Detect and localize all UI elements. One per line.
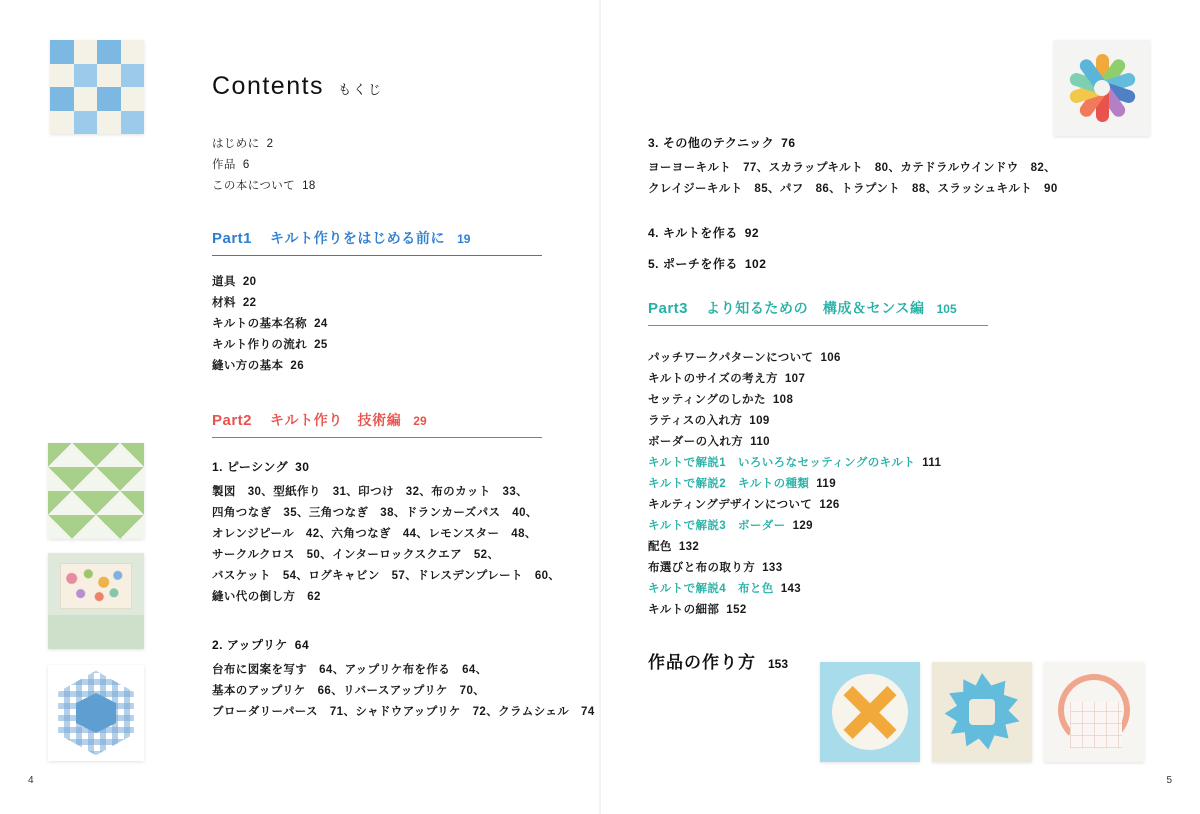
toc-entry[interactable] bbox=[648, 558, 941, 579]
toc-page: 126 bbox=[819, 499, 840, 511]
toc-label: 配色 bbox=[648, 541, 672, 553]
applique-ring-block-photo bbox=[1044, 662, 1144, 762]
toc-entry[interactable] bbox=[212, 155, 316, 176]
toc-label: 作品 bbox=[212, 159, 236, 171]
part2-tag: Part2 bbox=[212, 412, 253, 429]
toc-page: 2 bbox=[266, 138, 274, 150]
folio-left: 4 bbox=[28, 775, 34, 786]
folio-right: 5 bbox=[1166, 775, 1172, 786]
toc-entry[interactable] bbox=[212, 335, 328, 356]
toc-label: キルト作りの流れ bbox=[212, 339, 308, 351]
section-title[interactable] bbox=[648, 134, 1058, 151]
toc-entry[interactable] bbox=[648, 369, 941, 390]
toc-entry[interactable] bbox=[648, 390, 941, 411]
toc-page: 133 bbox=[762, 562, 783, 574]
part3-rule bbox=[648, 325, 988, 326]
section-make-quilt-and-pouch bbox=[648, 224, 766, 279]
part1-rule bbox=[212, 255, 542, 256]
circle-cross-block-photo bbox=[820, 662, 920, 762]
part2-page: 29 bbox=[413, 414, 427, 428]
section-detail-line: 基本のアップリケ 66、リバースアップリケ 70、 bbox=[212, 685, 486, 697]
section-label: 2. アップリケ bbox=[212, 638, 288, 652]
section-label: 3. その他のテクニック bbox=[648, 136, 775, 150]
section-page: 64 bbox=[294, 638, 310, 652]
part3-item-list bbox=[648, 348, 941, 621]
toc-entry[interactable] bbox=[212, 272, 328, 293]
toc-page: 24 bbox=[314, 318, 328, 330]
toc-page: 109 bbox=[749, 415, 770, 427]
toc-entry[interactable] bbox=[212, 293, 328, 314]
toc-label: パッチワークパターンについて bbox=[648, 352, 814, 364]
toc-label: セッティングのしかた bbox=[648, 394, 766, 406]
toc-label: キルトのサイズの考え方 bbox=[648, 373, 778, 385]
toc-label: キルトで解説2 キルトの種類 bbox=[648, 478, 810, 490]
part1-name: キルト作りをはじめる前に bbox=[270, 230, 446, 246]
toc-label: この本について bbox=[212, 180, 296, 192]
toc-label: キルトで解説3 ボーダー bbox=[648, 520, 786, 532]
section-title[interactable] bbox=[648, 224, 766, 241]
section-detail-line: 縫い代の倒し方 62 bbox=[212, 591, 321, 603]
toc-entry[interactable] bbox=[212, 176, 316, 197]
front-matter-list bbox=[212, 134, 316, 197]
part1-item-list bbox=[212, 272, 328, 377]
section-page: 92 bbox=[744, 226, 760, 240]
works-page: 153 bbox=[768, 657, 789, 671]
toc-entry[interactable] bbox=[648, 348, 941, 369]
toc-page: 20 bbox=[242, 276, 257, 288]
toc-page: 26 bbox=[290, 360, 304, 372]
part3-page: 105 bbox=[936, 302, 957, 316]
toc-page: 18 bbox=[302, 180, 316, 192]
section-detail-line: ヨーヨーキルト 77、スカラップキルト 80、カテドラルウインドウ 82、 bbox=[648, 162, 1057, 174]
toc-page: 106 bbox=[820, 352, 841, 364]
toc-label: 縫い方の基本 bbox=[212, 360, 284, 372]
toc-page: 111 bbox=[922, 457, 942, 469]
section-title[interactable] bbox=[212, 636, 595, 653]
toc-page: 132 bbox=[678, 541, 700, 553]
section-title[interactable] bbox=[648, 255, 766, 272]
toc-label: 材料 bbox=[212, 297, 236, 309]
toc-entry[interactable] bbox=[648, 432, 941, 453]
toc-label: ラティスの入れ方 bbox=[648, 415, 743, 427]
green-triangle-quilt-block-photo bbox=[48, 443, 144, 539]
page-title bbox=[212, 72, 383, 101]
toc-label: ボーダーの入れ方 bbox=[648, 436, 744, 448]
toc-entry[interactable] bbox=[648, 411, 941, 432]
part2-name: キルト作り 技術編 bbox=[270, 412, 402, 428]
part3-tag: Part3 bbox=[648, 300, 689, 317]
toc-entry[interactable] bbox=[648, 516, 941, 537]
toc-entry[interactable] bbox=[212, 134, 316, 155]
section-detail-line: 四角つなぎ 35、三角つなぎ 38、ドランカーズパス 40、 bbox=[212, 507, 538, 519]
section-detail-line: バスケット 54、ログキャビン 57、ドレスデンプレート 60、 bbox=[212, 570, 561, 582]
section-detail-line: 製図 30、型紙作り 31、印つけ 32、布のカット 33、 bbox=[212, 486, 529, 498]
section-detail-line: ブローダリーパース 71、シャドウアップリケ 72、クラムシェル 74 bbox=[212, 706, 595, 718]
toc-page: 110 bbox=[750, 436, 770, 448]
part1-tag: Part1 bbox=[212, 230, 253, 247]
section-detail-line: 台布に図案を写す 64、アップリケ布を作る 64、 bbox=[212, 664, 488, 676]
toc-entry[interactable] bbox=[648, 495, 941, 516]
part2-section-piecing bbox=[212, 458, 560, 608]
cathedral-window-block-photo bbox=[932, 662, 1032, 762]
dresden-plate-block-photo bbox=[1054, 40, 1150, 136]
section-label: 1. ピーシング bbox=[212, 460, 289, 474]
part1-heading bbox=[212, 228, 542, 256]
toc-entry[interactable] bbox=[212, 314, 328, 335]
toc-page: 22 bbox=[242, 297, 257, 309]
section-label: 5. ポーチを作る bbox=[648, 257, 738, 271]
part3-name: より知るための 構成＆センス編 bbox=[706, 300, 925, 316]
toc-page: 108 bbox=[772, 394, 794, 406]
checkerboard-quilt-block-photo bbox=[50, 40, 144, 134]
part2-heading bbox=[212, 410, 542, 438]
toc-page: 143 bbox=[780, 583, 802, 595]
toc-label: 布選びと布の取り方 bbox=[648, 562, 756, 574]
part2-rule bbox=[212, 437, 542, 438]
hexagon-flower-block-photo bbox=[48, 665, 144, 761]
toc-label: キルティングデザインについて bbox=[648, 499, 813, 511]
section-page: 30 bbox=[295, 460, 310, 474]
section-label: 4. キルトを作る bbox=[648, 226, 738, 240]
section-page: 102 bbox=[744, 257, 767, 271]
part3-heading bbox=[648, 298, 988, 326]
floral-patchwork-block-photo bbox=[48, 553, 144, 649]
toc-label: キルトの基本名称 bbox=[212, 318, 308, 330]
toc-page: 25 bbox=[314, 339, 328, 351]
page-gutter bbox=[599, 0, 601, 814]
section-detail-line: サークルクロス 50、インターロックスクエア 52、 bbox=[212, 549, 500, 561]
part1-page: 19 bbox=[457, 232, 471, 246]
toc-entry[interactable] bbox=[648, 474, 941, 495]
toc-page: 6 bbox=[242, 159, 250, 171]
toc-entry[interactable] bbox=[648, 600, 941, 621]
toc-label: キルトの細部 bbox=[648, 604, 720, 616]
toc-label: 道具 bbox=[212, 276, 236, 288]
toc-entry[interactable] bbox=[212, 356, 328, 377]
toc-label: キルトで解説4 布と色 bbox=[648, 583, 774, 595]
section-page: 76 bbox=[781, 136, 796, 150]
toc-page: 107 bbox=[784, 373, 806, 385]
contents-title-en: Contents bbox=[212, 72, 325, 100]
toc-label: はじめに bbox=[212, 138, 260, 150]
section-detail-line: クレイジーキルト 85、パフ 86、トラプント 88、スラッシュキルト 90 bbox=[648, 183, 1058, 195]
part2-section-applique bbox=[212, 636, 595, 723]
toc-entry[interactable] bbox=[648, 537, 941, 558]
toc-label: キルトで解説1 いろいろなセッティングのキルト bbox=[648, 457, 916, 469]
works-title: 作品の作り方 bbox=[648, 653, 756, 672]
section-title[interactable] bbox=[212, 458, 560, 475]
toc-entry[interactable] bbox=[648, 579, 941, 600]
toc-page: 119 bbox=[816, 478, 837, 490]
toc-entry[interactable] bbox=[648, 453, 941, 474]
section-detail-line: オレンジピール 42、六角つなぎ 44、レモンスター 48、 bbox=[212, 528, 537, 540]
works-how-to-heading[interactable] bbox=[648, 648, 788, 673]
toc-page: 152 bbox=[726, 604, 747, 616]
section-other-techniques bbox=[648, 134, 1058, 200]
contents-title-jp: もくじ bbox=[338, 82, 384, 97]
toc-page: 129 bbox=[792, 520, 813, 532]
